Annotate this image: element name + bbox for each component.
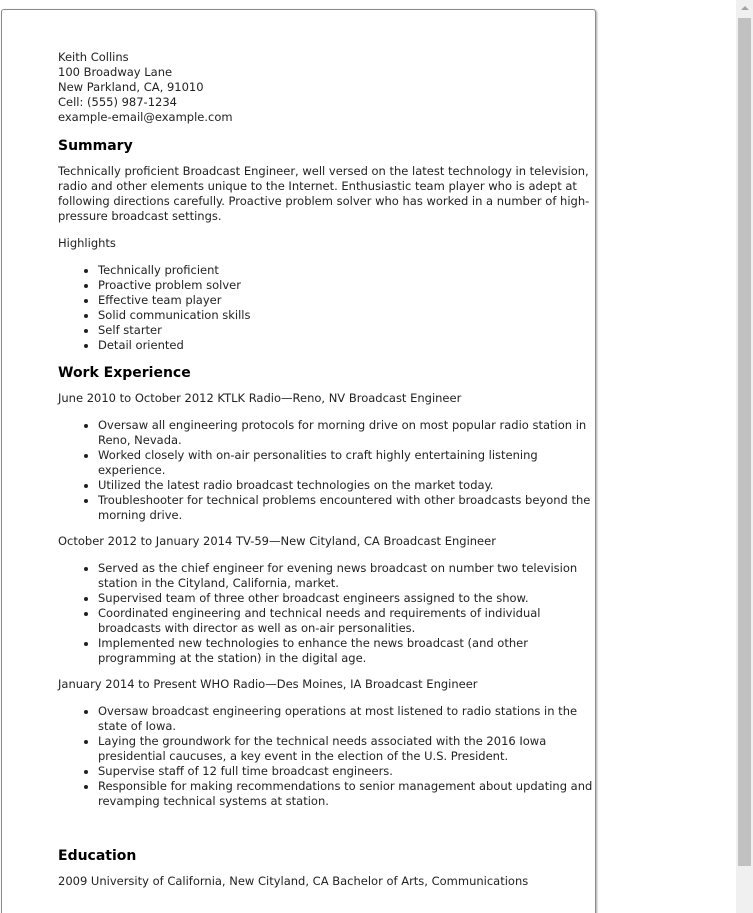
contact-name: Keith Collins [58,50,129,64]
education-heading: Education [58,848,137,864]
list-item: • Detail oriented [98,338,593,353]
list-item: • Supervised team of three other broadcast engineers assigned to the show. [98,591,593,606]
scroll-up-arrow-icon[interactable] [736,0,753,17]
list-item: • Self starter [98,323,593,338]
contact-cell: Cell: (555) 987-1234 [58,95,177,109]
job-bullets [58,561,593,666]
resume-page [1,9,596,913]
list-item: • Troubleshooter for technical problems encountered with other broadcasts beyond the morning drive. [98,493,593,523]
summary-heading: Summary [58,138,133,154]
vertical-scrollbar[interactable] [736,0,753,913]
list-item: • Laying the groundwork for the technical needs associated with the 2016 Iowa presidential caucuses, a key event in the election of the U.S. President. [98,734,593,764]
list-item: • Proactive problem solver [98,278,593,293]
job-header: October 2012 to January 2014 TV-59—New Cityland, CA Broadcast Engineer [58,534,496,548]
list-item: • Supervise staff of 12 full time broadcast engineers. [98,764,593,779]
list-item: • Responsible for making recommendations to senior management about updating and revamping technical systems at station. [98,779,593,809]
list-item: • Solid communication skills [98,308,593,323]
list-item: • Worked closely with on-air personalities to craft highly entertaining listening experience. [98,448,593,478]
list-item: • Utilized the latest radio broadcast technologies on the market today. [98,478,593,493]
list-item: • Oversaw all engineering protocols for morning drive on most popular radio station in Reno, Nevada. [98,418,593,448]
resume-content [58,50,593,889]
education-line: 2009 University of California, New Cityland, CA Bachelor of Arts, Communications [58,874,529,888]
contact-email: example-email@example.com [58,110,233,124]
list-item: • Implemented new technologies to enhance the news broadcast (and other programming at the station) in the digital age. [98,636,593,666]
list-item: • Served as the chief engineer for evening news broadcast on number two television station in the Cityland, California, market. [98,561,593,591]
job-header: June 2010 to October 2012 KTLK Radio—Reno, NV Broadcast Engineer [58,391,462,405]
scroll-thumb[interactable] [738,18,751,866]
summary-text: Technically proficient Broadcast Engineer, well versed on the latest technology in television, radio and other elements unique to the Internet. Enthusiastic team player who is adept at following directions carefully. Proactive problem solver who has worked in a number of high-pressure broadcast settings. [58,164,590,223]
contact-address: 100 Broadway Lane [58,65,173,79]
job-header: January 2014 to Present WHO Radio—Des Moines, IA Broadcast Engineer [58,677,478,691]
contact-block [58,50,593,125]
list-item: • Coordinated engineering and technical needs and requirements of individual broadcasts with director as well as on-air personalities. [98,606,593,636]
list-item: • Effective team player [98,293,593,308]
work-heading: Work Experience [58,365,191,381]
highlights-list [58,263,593,353]
job-bullets [58,704,593,809]
job-bullets [58,418,593,523]
contact-city: New Parkland, CA, 91010 [58,80,204,94]
highlights-label: Highlights [58,236,116,250]
list-item: • Technically proficient [98,263,593,278]
list-item: • Oversaw broadcast engineering operations at most listened to radio stations in the state of Iowa. [98,704,593,734]
